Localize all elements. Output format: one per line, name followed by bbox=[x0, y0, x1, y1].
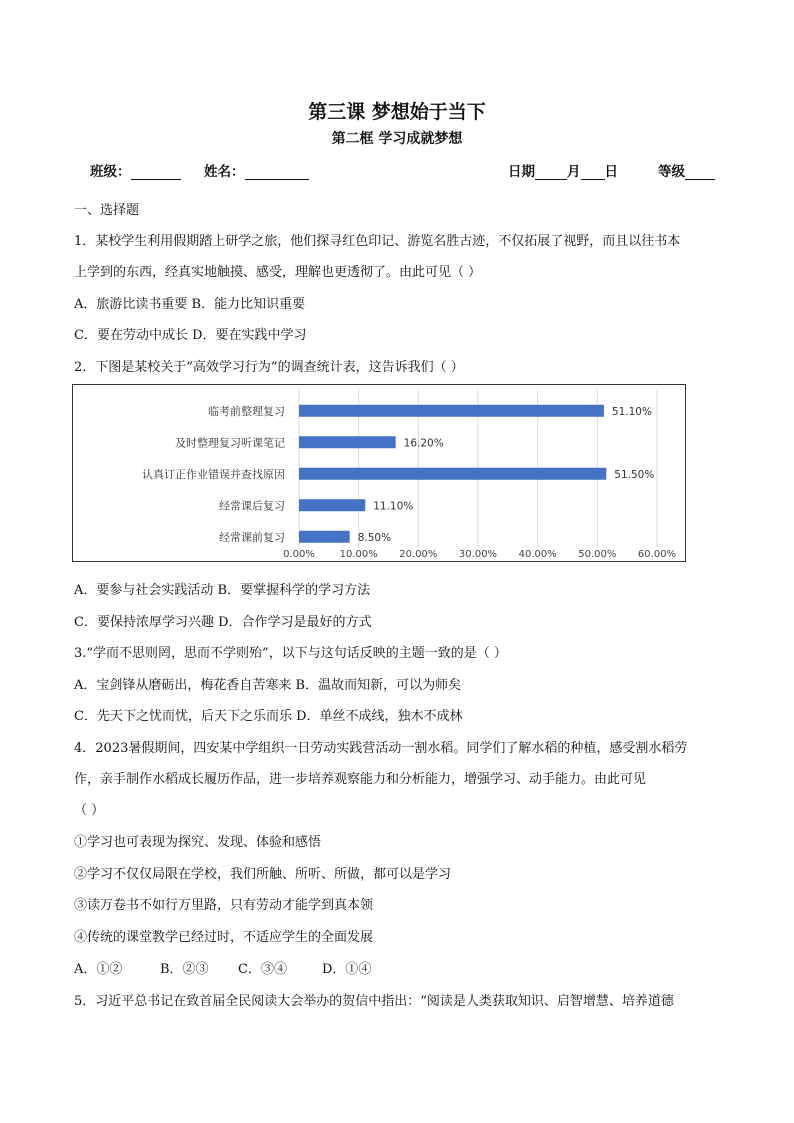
chart-category-label: 经常课后复习 bbox=[219, 499, 285, 513]
grade-field[interactable] bbox=[658, 160, 715, 180]
day-blank[interactable] bbox=[581, 165, 605, 180]
q4-statement-1: ①学习也可表现为探究、发现、体验和感悟 bbox=[74, 835, 322, 850]
chart-value-label: 11.10% bbox=[373, 500, 414, 513]
class-field[interactable] bbox=[90, 160, 181, 180]
chart-bar bbox=[299, 436, 396, 448]
q1-options-row1: A．旅游比读书重要 B．能力比知识重要 bbox=[74, 297, 306, 312]
chart-tick-label: 20.00% bbox=[399, 549, 438, 560]
section-heading: 一、选择题 bbox=[74, 203, 140, 218]
class-blank[interactable] bbox=[131, 165, 181, 180]
q4-statement-4: ④传统的课堂教学已经过时，不适应学生的全面发展 bbox=[74, 930, 374, 945]
chart-category-label: 认真订正作业错误并查找原因 bbox=[142, 467, 285, 481]
grade-label: 等级 bbox=[658, 164, 685, 180]
q4-statement-2: ②学习不仅仅局限在学校，我们所触、所听、所做，都可以是学习 bbox=[74, 867, 452, 882]
q4-option-a[interactable]: A．①② bbox=[74, 962, 123, 977]
chart-tick-label: 60.00% bbox=[637, 549, 677, 560]
q1-stem-line1: 1．某校学生利用假期踏上研学之旅，他们探寻红色印记、游览名胜古迹，不仅拓展了视野，而且以往书本 bbox=[74, 234, 681, 249]
class-label: 班级： bbox=[90, 164, 131, 180]
chart-category-label: 及时整理复习听课笔记 bbox=[175, 436, 285, 450]
q4-option-d[interactable]: D．①④ bbox=[322, 962, 372, 977]
chart-category-label: 经常课前复习 bbox=[219, 530, 285, 544]
lesson-subtitle: 第二框 学习成就梦想 bbox=[331, 131, 463, 147]
name-blank[interactable] bbox=[245, 165, 309, 180]
date-label: 日期 bbox=[508, 164, 535, 180]
q2-stem: 2．下图是某校关于“高效学习行为”的调查统计表，这告诉我们（ ） bbox=[74, 360, 464, 375]
name-label: 姓名： bbox=[204, 164, 245, 180]
q4-option-c[interactable]: C．③④ bbox=[238, 962, 287, 977]
q4-option-b[interactable]: B．②③ bbox=[160, 962, 209, 977]
chart-bar bbox=[299, 405, 604, 417]
q1-options-row2: C．要在劳动中成长 D．要在实践中学习 bbox=[74, 328, 307, 343]
date-field[interactable] bbox=[508, 160, 618, 180]
lesson-title: 第三课 梦想始于当下 bbox=[308, 101, 486, 123]
q3-options-row2: C．先天下之忧而忧，后天下之乐而乐 D．单丝不成线，独木不成林 bbox=[74, 709, 463, 724]
chart-bar bbox=[299, 499, 365, 511]
q2-options-row2: C．要保持浓厚学习兴趣 D．合作学习是最好的方式 bbox=[74, 615, 372, 630]
q3-options-row1: A．宝剑锋从磨砺出，梅花香自苦寒来 B．温故而知新，可以为师矣 bbox=[74, 678, 462, 693]
day-label: 日 bbox=[604, 164, 618, 180]
chart-tick-label: 30.00% bbox=[458, 549, 498, 560]
chart-tick-label: 40.00% bbox=[518, 549, 557, 560]
q4-stem-line2: 作，亲手制作水稻成长履历作品，进一步培养观察能力和分析能力，增强学习、动手能力。由此可见 bbox=[74, 772, 647, 787]
chart-value-label: 8.50% bbox=[357, 531, 392, 544]
q3-stem: 3.“学而不思则罔，思而不学则殆”，以下与这句话反映的主题一致的是（ ） bbox=[74, 646, 507, 661]
chart-bar bbox=[299, 468, 606, 480]
chart-value-label: 16.20% bbox=[403, 437, 444, 450]
chart-tick-label: 10.00% bbox=[339, 549, 378, 560]
survey-bar-chart bbox=[72, 384, 686, 562]
chart-value-label: 51.10% bbox=[611, 405, 652, 418]
name-field[interactable] bbox=[204, 160, 309, 180]
q4-stem-line3: （ ） bbox=[74, 803, 105, 818]
chart-svg bbox=[73, 385, 687, 563]
chart-bar bbox=[299, 531, 350, 543]
q4-statement-3: ③读万卷书不如行万里路，只有劳动才能学到真本领 bbox=[74, 898, 374, 913]
chart-tick-label: 0.00% bbox=[283, 549, 315, 560]
q4-stem-line1: 4．2023暑假期间，四安某中学组织一日劳动实践营活动一割水稻。同学们了解水稻的种植，感受割水稻劳 bbox=[74, 741, 688, 756]
chart-category-label: 临考前整理复习 bbox=[208, 404, 285, 418]
month-label: 月 bbox=[567, 164, 581, 180]
q5-stem-line1: 5．习近平总书记在致首届全民阅读大会举办的贺信中指出：“阅读是人类获取知识、启智增慧、培养道德 bbox=[74, 994, 674, 1009]
q2-options-row1: A．要参与社会实践活动 B．要掌握科学的学习方法 bbox=[74, 583, 371, 598]
month-blank[interactable] bbox=[535, 165, 567, 180]
student-info-row bbox=[90, 160, 726, 182]
q1-stem-line2: 上学到的东西，经真实地触摸、感受，理解也更透彻了。由此可见（ ） bbox=[74, 265, 482, 280]
chart-tick-label: 50.00% bbox=[578, 549, 617, 560]
chart-value-label: 51.50% bbox=[614, 468, 655, 481]
grade-blank[interactable] bbox=[685, 165, 715, 180]
